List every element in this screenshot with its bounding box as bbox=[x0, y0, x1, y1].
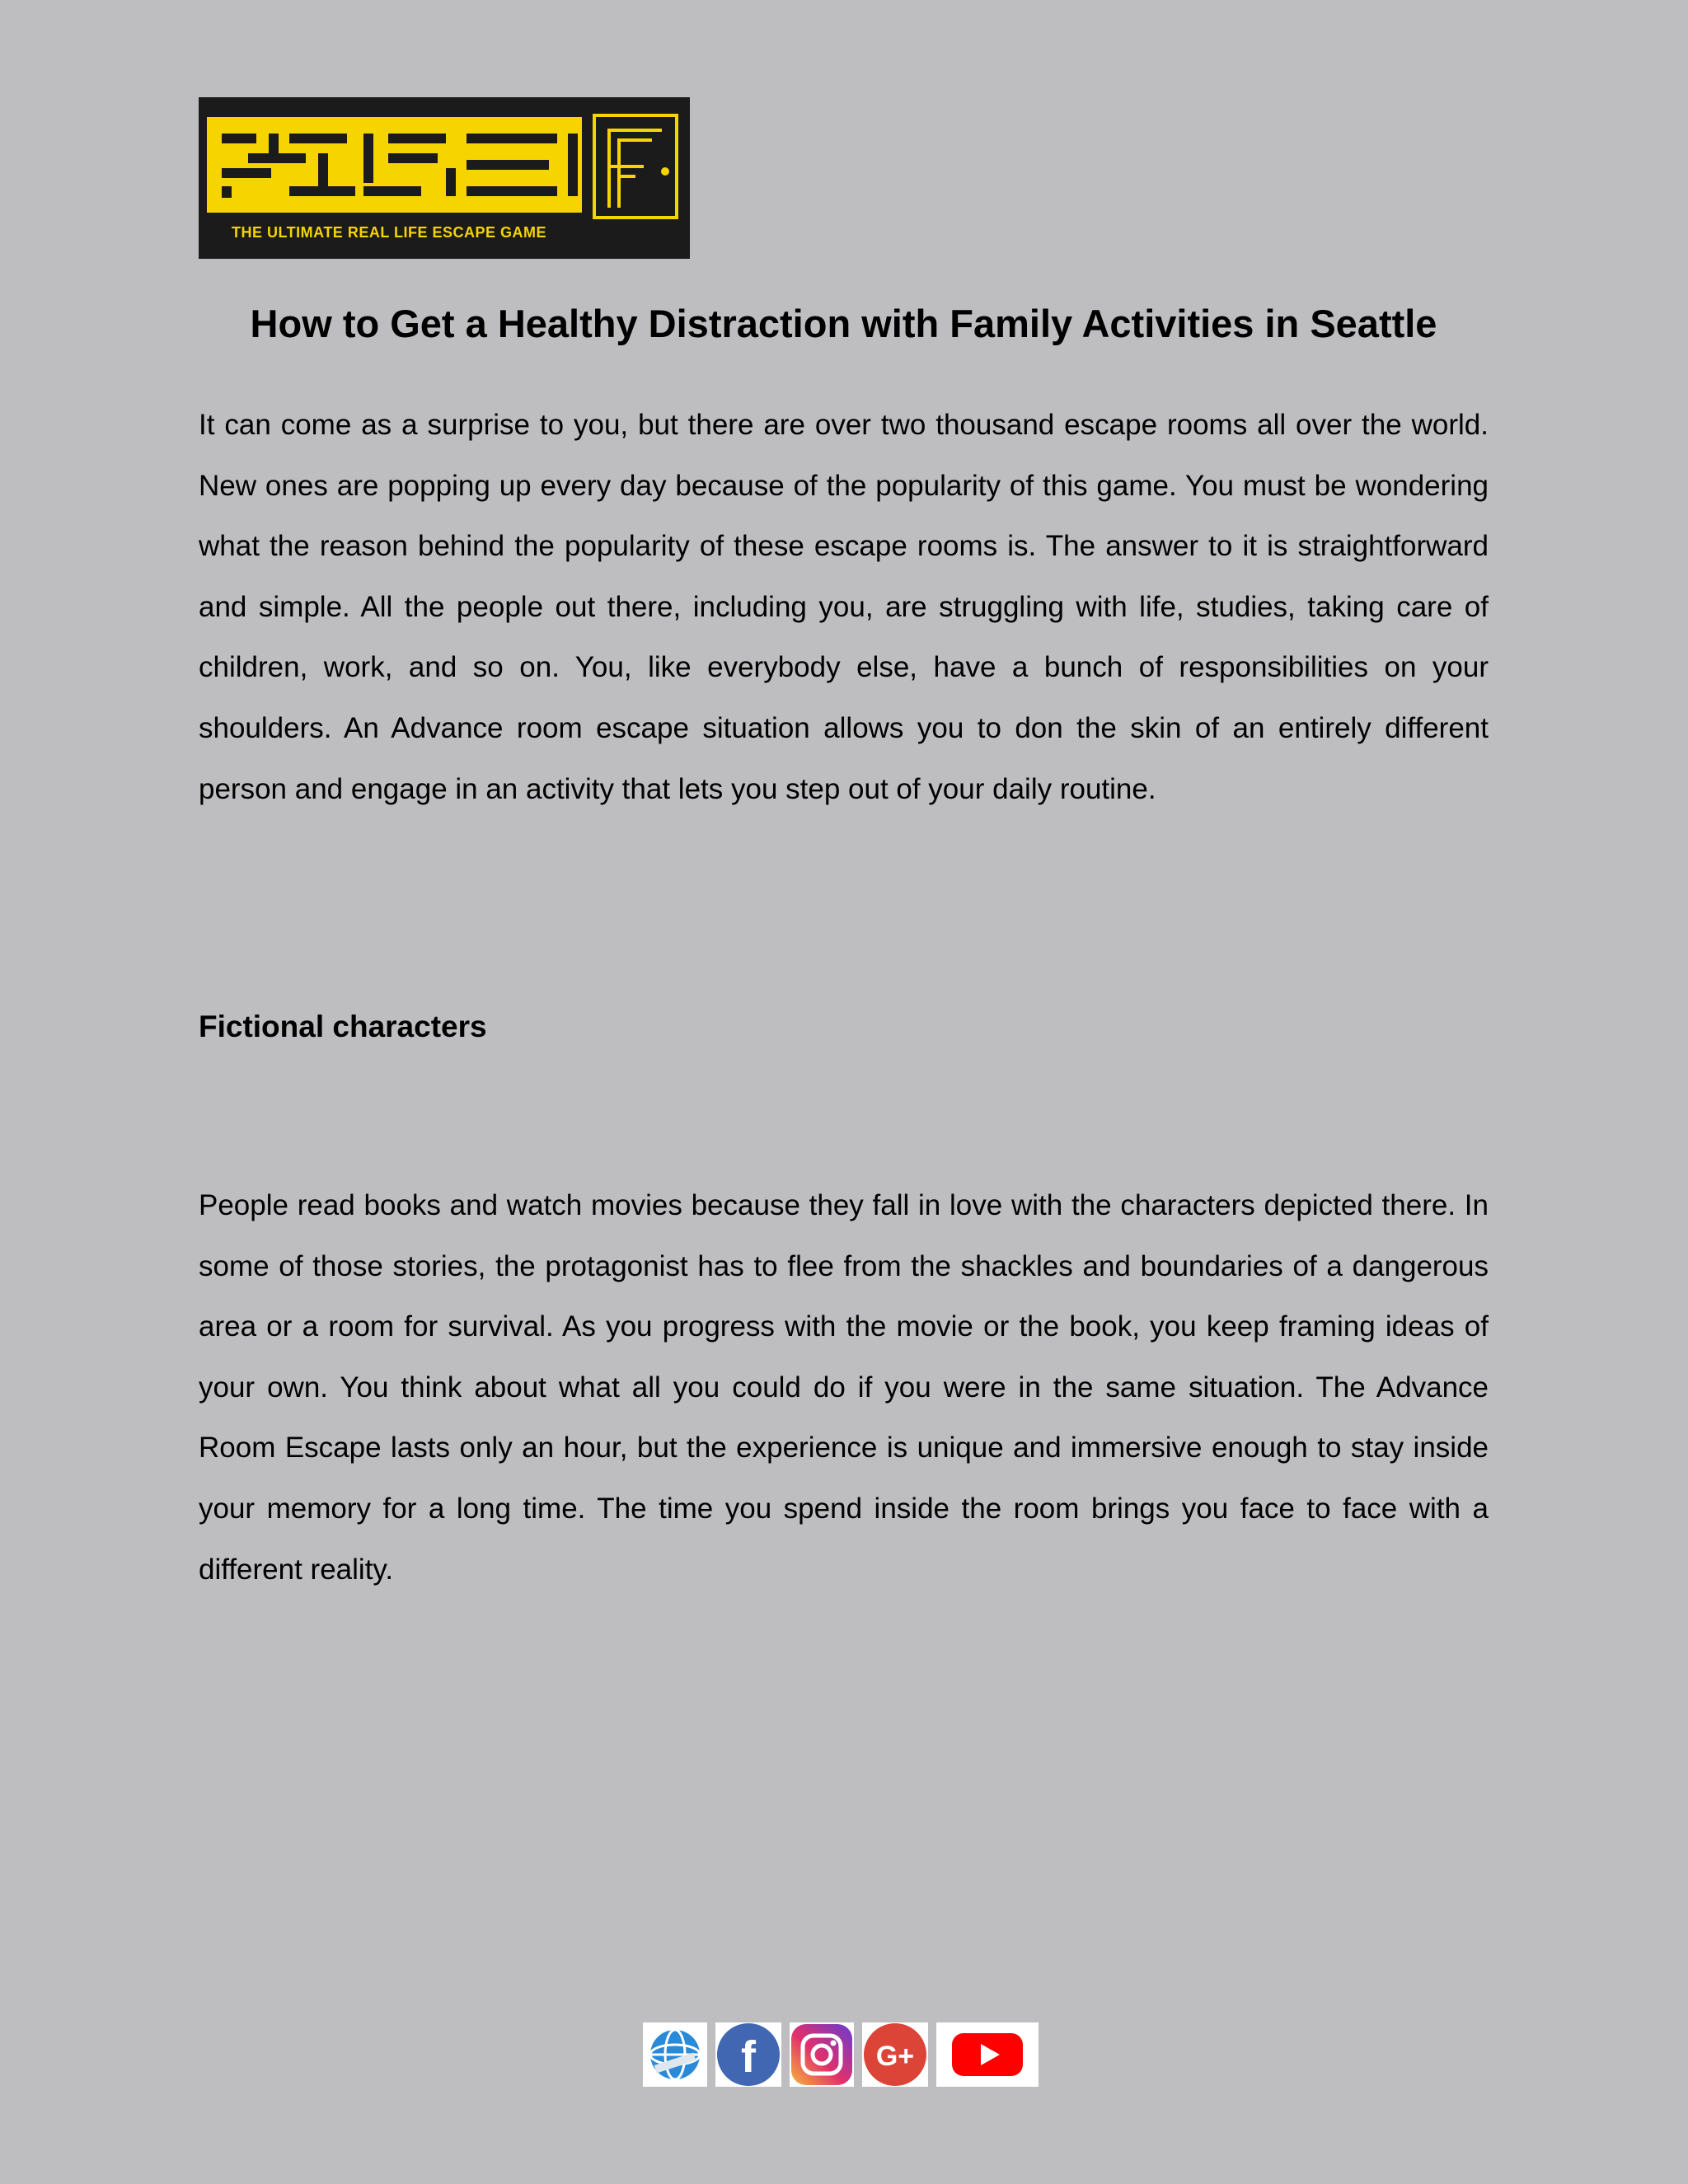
website-link[interactable] bbox=[643, 2022, 707, 2087]
section-heading: Fictional characters bbox=[199, 1010, 487, 1043]
article-title: How to Get a Healthy Distraction with Family Activities in Seattle bbox=[250, 302, 1437, 345]
instagram-link[interactable] bbox=[790, 2022, 854, 2087]
logo-artwork bbox=[199, 97, 690, 259]
article-paragraph-2: People read books and watch movies because they fall in love with the characters depicted there. In some of those stories, the protagonist has to flee from the shackles and boundaries of a dangerous area or a room for survival. As you progress with the movie or the book, you keep framing ideas of your own. You think about what all you could do if you were in the same situation. The Advance Room Escape lasts only an hour, but the experience is unique and immersive enough to stay inside your memory for a long time. The time you spend inside the room brings you face to face with a different reality. bbox=[199, 1189, 1489, 1586]
facebook-glyph: f bbox=[741, 2032, 756, 2082]
youtube-icon bbox=[950, 2030, 1025, 2079]
facebook-link[interactable] bbox=[715, 2022, 781, 2087]
facebook-icon bbox=[715, 2022, 781, 2087]
article-paragraph-1: It can come as a surprise to you, but there are over two thousand escape rooms all over the world. New ones are popping up every day because of the popularity of this game. You must be wondering what the reason behind the popularity of these escape rooms is. The answer to it is straightforward and simple. All the people out there, including you, are struggling with life, studies, taking care of children, work, and so on. You, like everybody else, have a bunch of responsibilities on your shoulders. An Advance room escape situation allows you to don the skin of an entirely different person and engage in an activity that lets you step out of your daily routine. bbox=[199, 409, 1489, 805]
brand-logo bbox=[199, 97, 690, 259]
instagram-icon bbox=[790, 2022, 854, 2087]
google-plus-icon bbox=[862, 2022, 928, 2087]
logo-tagline: THE ULTIMATE REAL LIFE ESCAPE GAME bbox=[232, 224, 547, 241]
youtube-link[interactable] bbox=[936, 2022, 1039, 2087]
globe-icon bbox=[646, 2026, 704, 2083]
social-links bbox=[643, 2022, 1039, 2087]
google-plus-link[interactable] bbox=[862, 2022, 928, 2087]
google-plus-glyph: G+ bbox=[875, 2041, 915, 2072]
